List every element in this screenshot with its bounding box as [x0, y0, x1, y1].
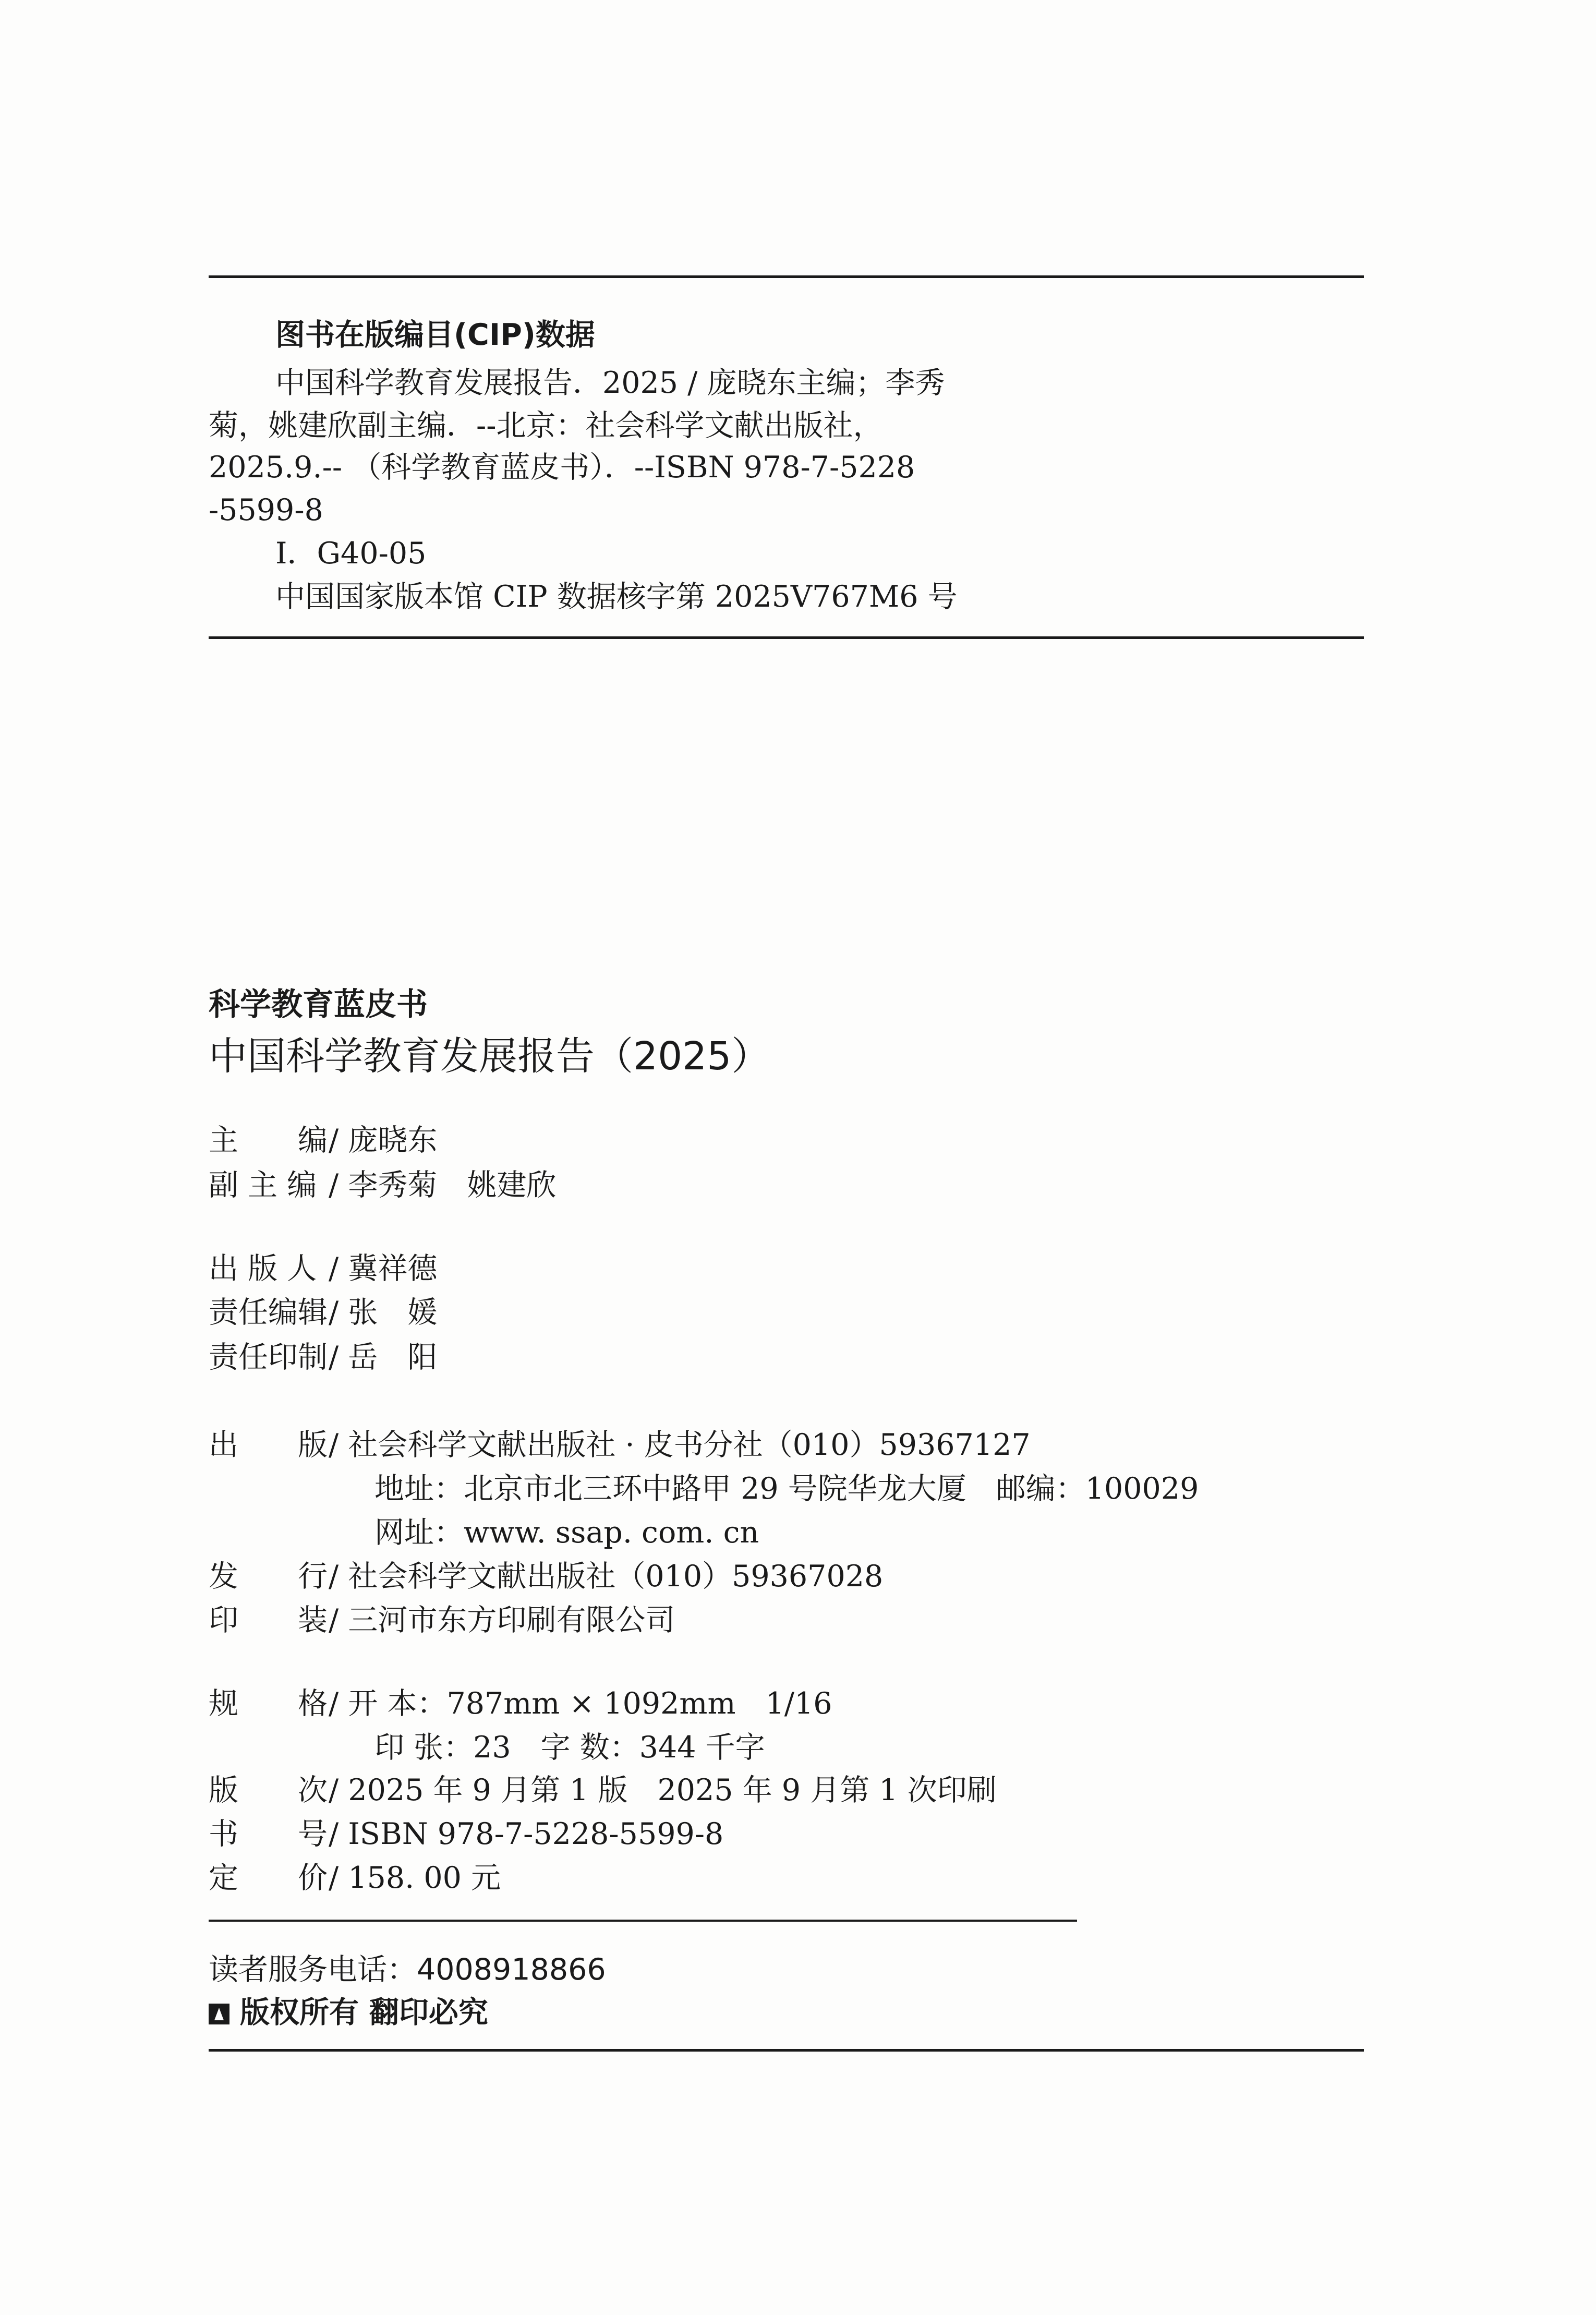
format-size: 开 本：787mm × 1092mm 1/16	[348, 1686, 832, 1721]
publisher-person-label: 出 版 人	[209, 1251, 317, 1286]
chief-editor-value: / 庞晓东	[329, 1123, 438, 1158]
printing-value: / 三河市东方印刷有限公司	[329, 1603, 675, 1637]
cip-line-4: -5599-8	[209, 493, 323, 527]
responsible-printing-name: 岳 阳	[348, 1340, 438, 1374]
footer-bottom-rule	[209, 2049, 1364, 2052]
price-value: / 158. 00 元	[329, 1861, 501, 1895]
ssap-logo-icon	[209, 2004, 229, 2024]
price-label: 定 价	[209, 1861, 328, 1895]
publisher-person-value: / 冀祥德	[329, 1251, 438, 1286]
publisher-website: 网址：www. ssap. com. cn	[374, 1515, 759, 1550]
format-label: 规 格	[209, 1686, 328, 1721]
responsible-editor-label: 责任编辑	[209, 1295, 328, 1330]
cip-line-6: 中国国家版本馆 CIP 数据核字第 2025V767M6 号	[275, 580, 958, 614]
reader-service-phone: 读者服务电话：4008918866	[209, 1952, 606, 1987]
publisher-address: 地址：北京市北三环中路甲 29 号院华龙大厦 邮编：100029	[374, 1472, 1199, 1506]
distribution-label: 发 行	[209, 1559, 328, 1594]
footer-short-rule	[209, 1920, 1077, 1922]
cip-line-5: Ⅰ．G40-05	[275, 536, 427, 571]
distribution-value: / 社会科学文献出版社（010）59367028	[329, 1559, 884, 1594]
cip-line-1: 中国科学教育发展报告．2025 / 庞晓东主编；李秀	[275, 366, 945, 400]
publisher-name: 社会科学文献出版社 · 皮书分社（010）59367127	[348, 1428, 1031, 1462]
deputy-editor-names: 李秀菊 姚建欣	[348, 1168, 557, 1202]
publisher-value: / 社会科学文献出版社 · 皮书分社（010）59367127	[329, 1428, 1031, 1462]
responsible-printing-value: / 岳 阳	[329, 1340, 438, 1374]
isbn-value: / ISBN 978-7-5228-5599-8	[329, 1817, 724, 1851]
cip-line-2: 菊，姚建欣副主编．--北京：社会科学文献出版社，	[209, 408, 883, 443]
series-title: 科学教育蓝皮书	[209, 986, 428, 1023]
copyright-notice	[209, 1994, 488, 2031]
cip-heading: 图书在版编目(CIP)数据	[275, 318, 595, 352]
sheets-and-words: 印 张：23 字 数：344 千字	[374, 1730, 765, 1765]
publisher-label: 出 版	[209, 1428, 328, 1462]
deputy-editor-value: / 李秀菊 姚建欣	[329, 1168, 557, 1202]
cip-bottom-rule	[209, 636, 1364, 639]
isbn-number: ISBN 978-7-5228-5599-8	[348, 1817, 724, 1851]
printing-name: 三河市东方印刷有限公司	[348, 1603, 675, 1637]
chief-editor-label: 主 编	[209, 1123, 328, 1158]
distribution-name: 社会科学文献出版社（010）59367028	[348, 1559, 884, 1594]
edition-label: 版 次	[209, 1773, 328, 1807]
edition-value: / 2025 年 9 月第 1 版 2025 年 9 月第 1 次印刷	[329, 1773, 997, 1807]
responsible-printing-label: 责任印制	[209, 1340, 328, 1374]
edition-text: 2025 年 9 月第 1 版 2025 年 9 月第 1 次印刷	[348, 1773, 997, 1807]
printing-label: 印 装	[209, 1603, 328, 1637]
isbn-label: 书 号	[209, 1817, 328, 1851]
book-title: 中国科学教育发展报告（2025）	[209, 1034, 770, 1079]
cip-line-3: 2025.9.-- （科学教育蓝皮书）．--ISBN 978-7-5228	[209, 450, 915, 485]
copyright-text: 版权所有 翻印必究	[240, 1995, 488, 2030]
format-value: / 开 本：787mm × 1092mm 1/16	[329, 1686, 832, 1721]
cip-top-rule	[209, 275, 1364, 278]
publisher-person-name: 冀祥德	[348, 1251, 438, 1286]
deputy-editor-label: 副 主 编	[209, 1168, 317, 1202]
chief-editor-name: 庞晓东	[348, 1123, 438, 1158]
responsible-editor-name: 张 媛	[348, 1295, 438, 1330]
price-amount: 158. 00 元	[348, 1861, 501, 1895]
responsible-editor-value: / 张 媛	[329, 1295, 438, 1330]
